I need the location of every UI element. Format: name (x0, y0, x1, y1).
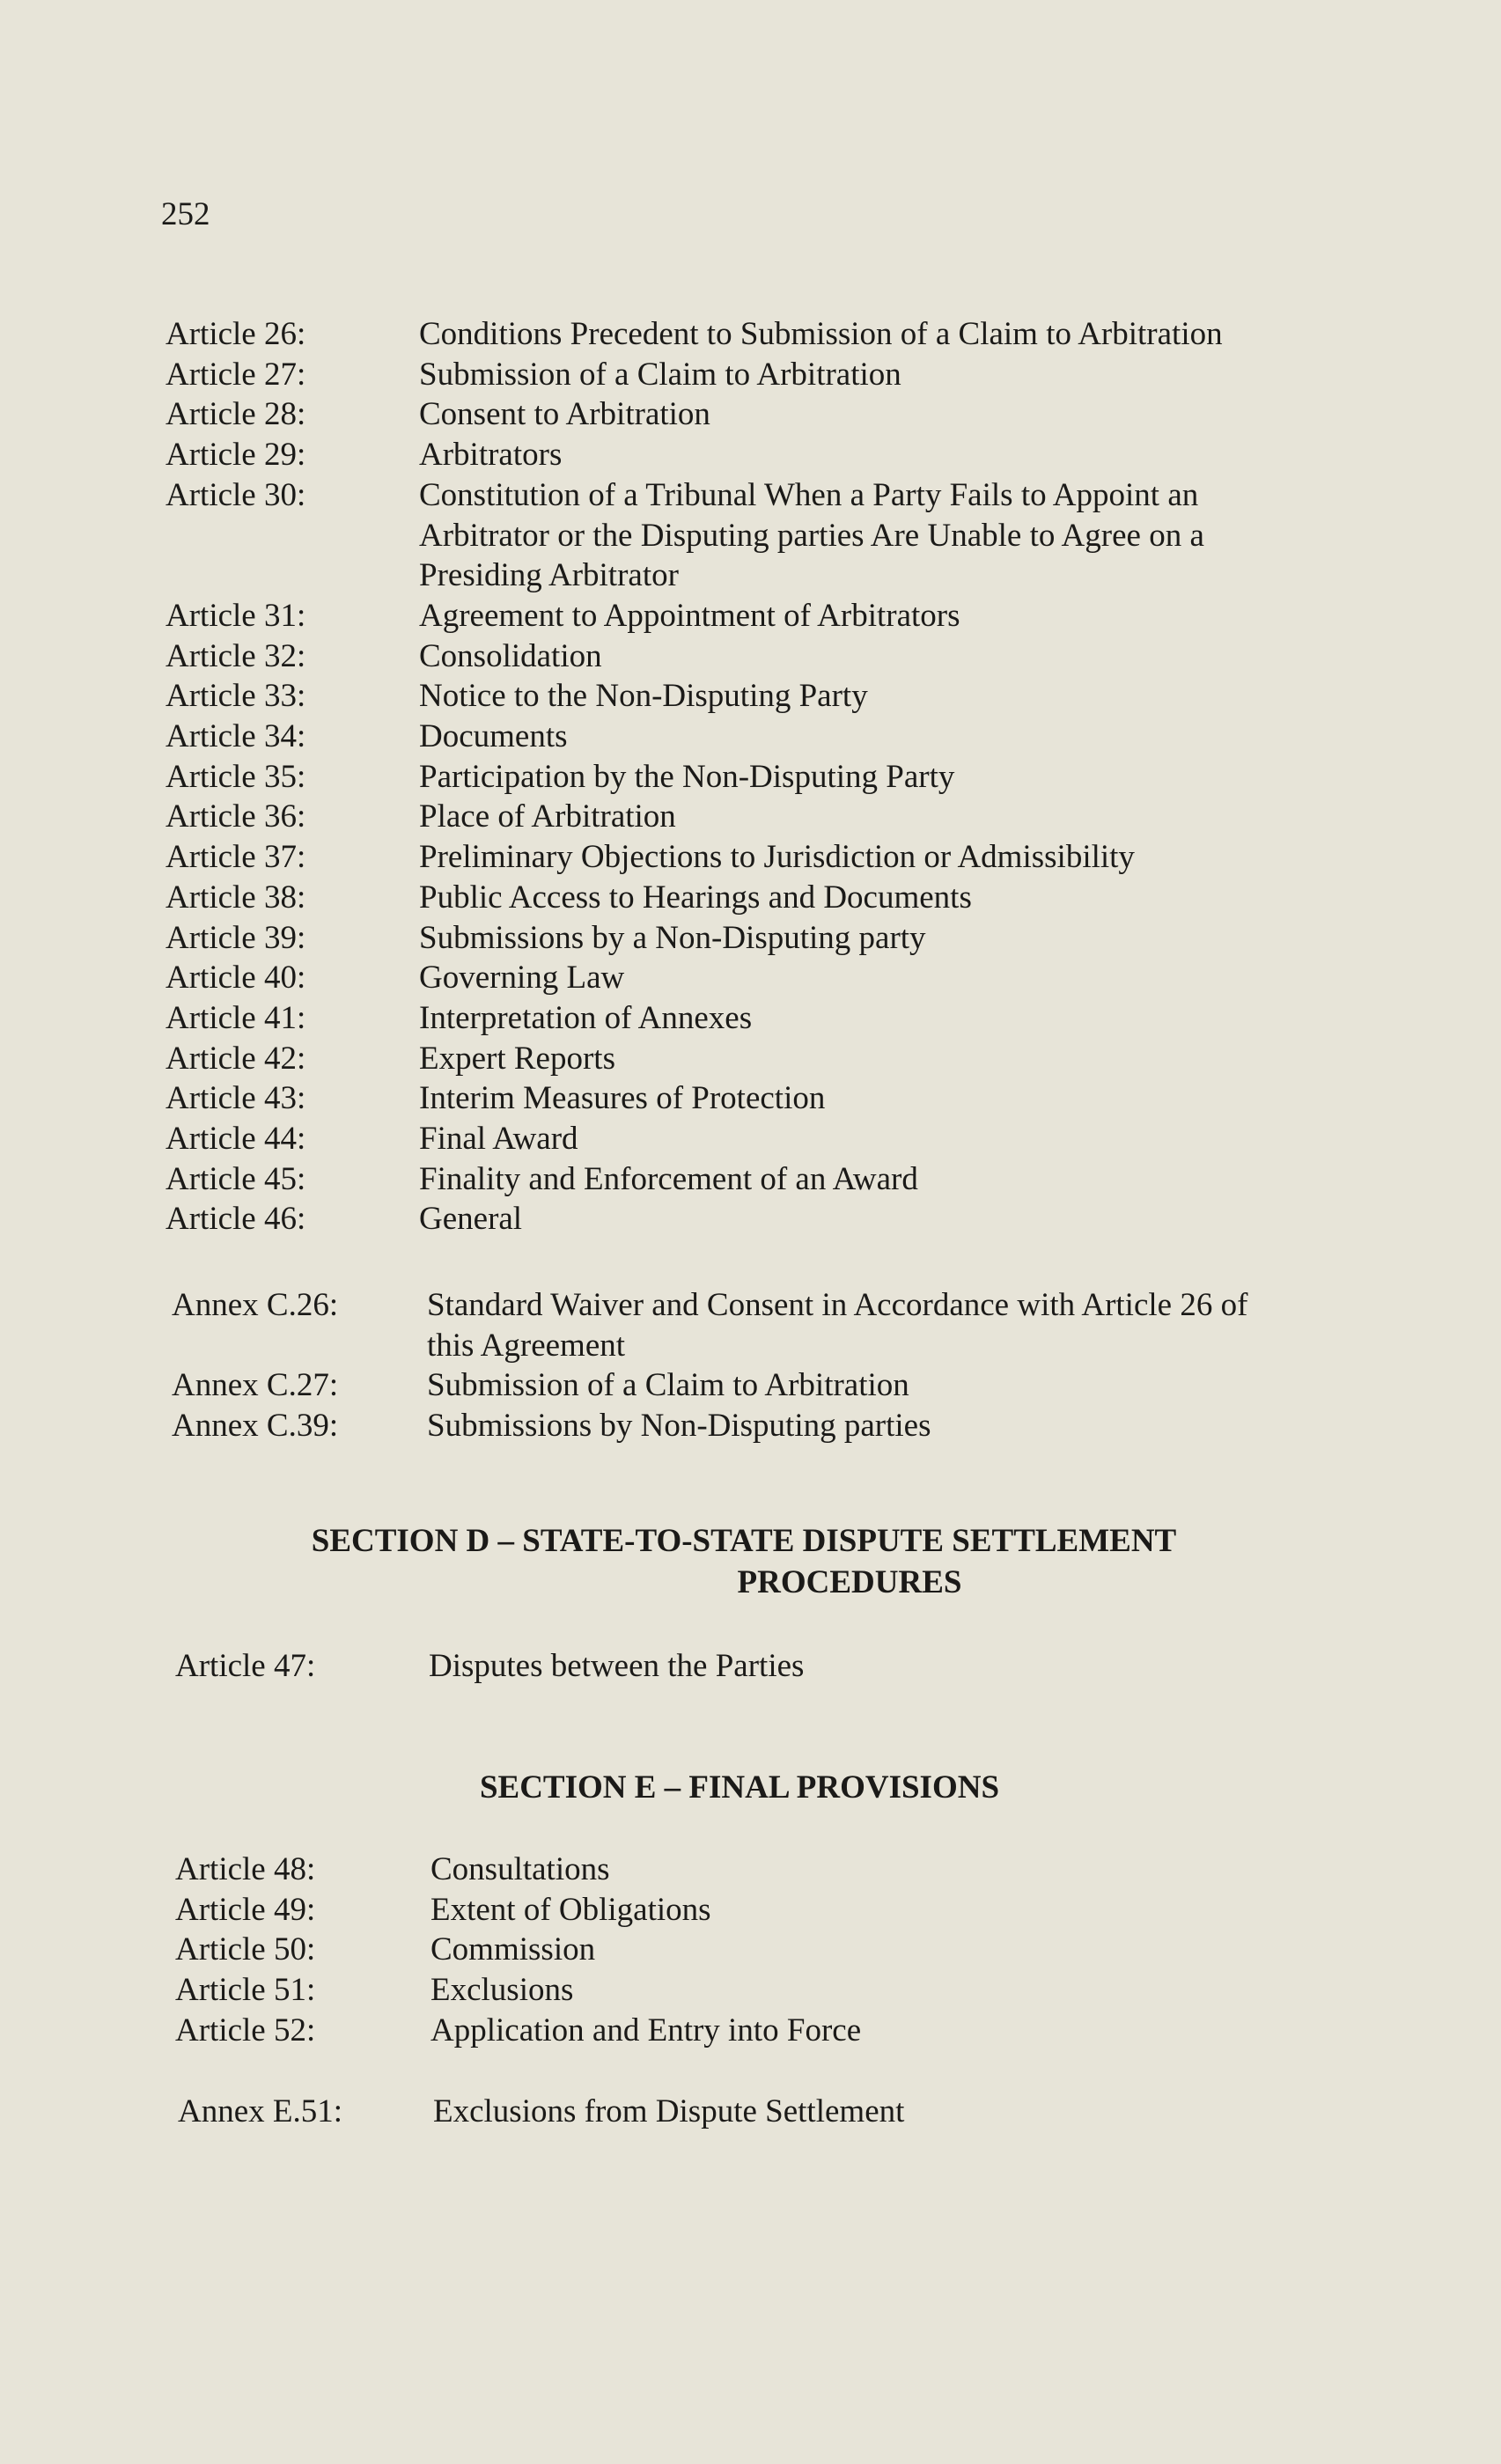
article-title: Commission (430, 1931, 596, 1968)
article-label: Article 45: (166, 1160, 306, 1197)
article-row (0, 314, 1501, 355)
article-row (0, 435, 1501, 475)
article-title: Finality and Enforcement of an Award (419, 1160, 918, 1197)
article-label: Article 48: (175, 1851, 316, 1887)
article-label: Article 29: (166, 437, 306, 474)
article-row (0, 797, 1501, 837)
article-row (0, 394, 1501, 435)
article-row (0, 717, 1501, 757)
article-row (0, 2011, 1501, 2051)
article-row (0, 676, 1501, 717)
article-title: Extent of Obligations (430, 1891, 711, 1928)
annex-label: Annex C.27: (172, 1367, 339, 1404)
annex-title: Exclusions from Dispute Settlement (433, 2093, 905, 2129)
article-label: Article 44: (166, 1121, 306, 1158)
annex-row (0, 1365, 1501, 1406)
toc-section-e-articles (0, 1850, 1501, 2051)
article-row (0, 837, 1501, 878)
toc-section-c-annexes (0, 1285, 1501, 1446)
annex-label: Annex C.26: (172, 1287, 339, 1323)
article-label: Article 31: (166, 597, 306, 634)
annex-title: Submission of a Claim to Arbitration (427, 1367, 909, 1404)
article-label: Article 35: (166, 758, 306, 795)
article-row (0, 1970, 1501, 2011)
article-label: Article 30: (166, 476, 306, 513)
article-row (0, 1119, 1501, 1159)
section-d-heading (264, 1520, 1224, 1603)
article-label: Article 28: (166, 396, 306, 433)
annex-title: Standard Waiver and Consent in Accordance with Article 26 of this Agreement (427, 1287, 1248, 1364)
article-row (0, 1646, 1501, 1687)
article-row (0, 636, 1501, 677)
annex-label: Annex E.51: (178, 2093, 343, 2129)
article-label: Article 27: (166, 356, 306, 393)
article-label: Article 34: (166, 718, 306, 755)
section-e-heading: SECTION E – FINAL PROVISIONS (479, 1769, 1000, 1806)
article-title: Constitution of a Tribunal When a Party Fails to Appoint an Arbitrator or the Disputing parties Are Unable to Agree on a Presiding Arbitrator (419, 476, 1204, 594)
article-title: Interpretation of Annexes (419, 999, 753, 1036)
annex-title: Submissions by Non-Disputing parties (427, 1408, 931, 1445)
article-title: Submission of a Claim to Arbitration (419, 356, 901, 393)
article-title: General (419, 1201, 523, 1238)
article-row (0, 475, 1501, 596)
article-label: Article 50: (175, 1931, 316, 1968)
article-label: Article 33: (166, 678, 306, 715)
article-title: Interim Measures of Protection (419, 1080, 826, 1117)
article-title: Documents (419, 718, 568, 755)
page-number: 252 (161, 196, 210, 232)
annex-row (0, 2092, 1501, 2132)
article-title: Application and Entry into Force (430, 2012, 862, 2048)
article-title: Arbitrators (419, 437, 563, 474)
article-title: Final Award (419, 1121, 578, 1158)
article-row (0, 1850, 1501, 1890)
article-label: Article 32: (166, 637, 306, 674)
annex-label: Annex C.39: (172, 1408, 339, 1445)
article-label: Article 36: (166, 798, 306, 835)
article-row (0, 1159, 1501, 1200)
article-row (0, 1199, 1501, 1239)
article-title: Agreement to Appointment of Arbitrators (419, 597, 960, 634)
article-row (0, 1930, 1501, 1970)
article-row (0, 918, 1501, 959)
article-label: Article 52: (175, 2012, 316, 2048)
article-title: Consultations (430, 1851, 610, 1887)
article-title: Place of Arbitration (419, 798, 676, 835)
article-title: Expert Reports (419, 1040, 615, 1077)
article-label: Article 38: (166, 879, 306, 916)
article-title: Consolidation (419, 637, 602, 674)
article-row (0, 596, 1501, 636)
annex-row (0, 1285, 1501, 1365)
article-label: Article 26: (166, 316, 306, 352)
toc-section-c-articles (0, 314, 1501, 1239)
article-row (0, 958, 1501, 998)
article-title: Exclusions (430, 1972, 574, 2009)
article-row (0, 757, 1501, 798)
article-title: Participation by the Non-Disputing Party (419, 758, 955, 795)
article-title: Public Access to Hearings and Documents (419, 879, 972, 916)
article-label: Article 43: (166, 1080, 306, 1117)
article-label: Article 49: (175, 1891, 316, 1928)
article-label: Article 40: (166, 960, 306, 997)
article-row (0, 878, 1501, 918)
article-title: Submissions by a Non-Disputing party (419, 919, 926, 956)
article-title: Consent to Arbitration (419, 396, 710, 433)
article-title: Governing Law (419, 960, 625, 997)
toc-section-d-articles (0, 1646, 1501, 1687)
article-label: Article 51: (175, 1972, 316, 2009)
section-d-heading-line1: SECTION D – STATE-TO-STATE DISPUTE SETTLEMENT (311, 1523, 1177, 1559)
article-title: Conditions Precedent to Submission of a Claim to Arbitration (419, 316, 1223, 352)
article-title: Disputes between the Parties (429, 1648, 805, 1684)
article-label: Article 47: (175, 1648, 316, 1684)
article-row (0, 1890, 1501, 1931)
article-label: Article 41: (166, 999, 306, 1036)
toc-section-e-annexes (0, 2092, 1501, 2132)
article-label: Article 42: (166, 1040, 306, 1077)
article-row (0, 1039, 1501, 1079)
article-title: Notice to the Non-Disputing Party (419, 678, 868, 715)
section-d-heading-line2: PROCEDURES (737, 1564, 962, 1600)
article-row (0, 998, 1501, 1039)
article-label: Article 37: (166, 839, 306, 876)
article-label: Article 46: (166, 1201, 306, 1238)
annex-row (0, 1406, 1501, 1446)
article-title: Preliminary Objections to Jurisdiction or Admissibility (419, 839, 1135, 876)
article-label: Article 39: (166, 919, 306, 956)
article-row (0, 355, 1501, 395)
article-row (0, 1078, 1501, 1119)
